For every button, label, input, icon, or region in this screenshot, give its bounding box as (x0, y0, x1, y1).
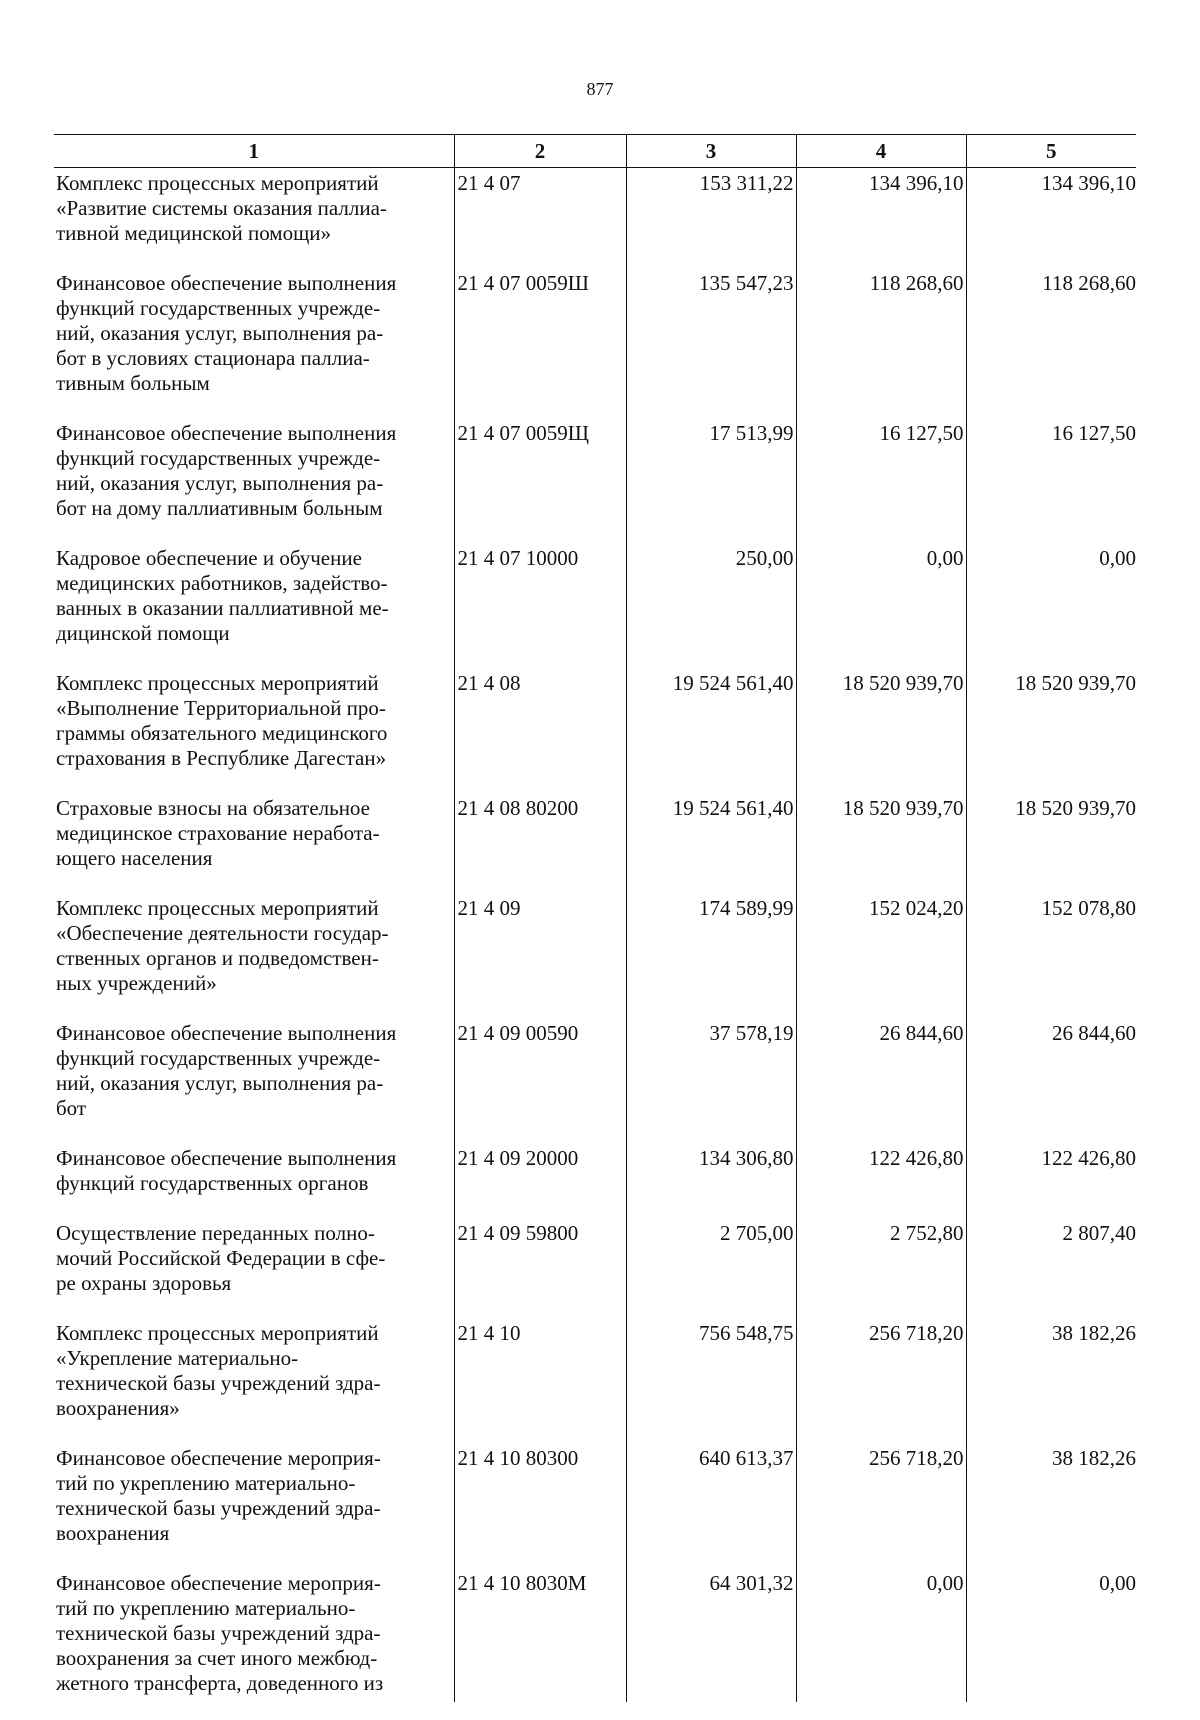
row-name-line: мочий Российской Федерации в сфе- (56, 1246, 386, 1270)
row-name-line: жетного трансферта, доведенного из (56, 1671, 384, 1695)
row-value-col3: 153 311,22 (626, 168, 796, 269)
row-value-col3: 17 513,99 (626, 418, 796, 543)
row-name-line: воохранения» (56, 1396, 180, 1420)
row-name-cell (54, 1568, 454, 1702)
row-name-cell (54, 543, 454, 668)
row-name-line: ющего населения (56, 846, 213, 870)
row-name-line: Финансовое обеспечение выполнения (56, 1146, 397, 1170)
row-code-cell: 21 4 08 (454, 668, 626, 793)
row-name-line: «Укрепление материально- (56, 1346, 299, 1370)
row-value-col4: 134 396,10 (796, 168, 966, 269)
row-code-cell: 21 4 07 0059Щ (454, 418, 626, 543)
row-name-line: Финансовое обеспечение мероприя- (56, 1446, 381, 1470)
row-name-cell (54, 1143, 454, 1218)
table-row (54, 793, 1136, 893)
row-name-cell (54, 1443, 454, 1568)
row-name-cell (54, 1318, 454, 1443)
row-name-line: ний, оказания услуг, выполнения ра- (56, 321, 384, 345)
row-code-cell: 21 4 10 (454, 1318, 626, 1443)
row-code-cell: 21 4 07 10000 (454, 543, 626, 668)
row-name-line: Комплекс процессных мероприятий (56, 671, 379, 695)
row-name-line: ственных органов и подведомствен- (56, 946, 379, 970)
table-header (54, 135, 1136, 168)
row-value-col4: 0,00 (796, 543, 966, 668)
row-value-col4: 256 718,20 (796, 1443, 966, 1568)
row-code-cell: 21 4 10 80300 (454, 1443, 626, 1568)
row-name-cell (54, 418, 454, 543)
row-value-col5: 38 182,26 (966, 1443, 1136, 1568)
row-name-line: Комплекс процессных мероприятий (56, 1321, 379, 1345)
row-value-col3: 250,00 (626, 543, 796, 668)
header-col-5: 5 (966, 135, 1136, 168)
row-name-line: ний, оказания услуг, выполнения ра- (56, 1071, 384, 1095)
row-value-col5: 18 520 939,70 (966, 793, 1136, 893)
row-code-cell: 21 4 08 80200 (454, 793, 626, 893)
row-name-line: Финансовое обеспечение выполнения (56, 421, 397, 445)
row-value-col5: 134 396,10 (966, 168, 1136, 269)
row-name-line: технической базы учреждений здра- (56, 1371, 381, 1395)
row-name-line: функций государственных учрежде- (56, 446, 381, 470)
table-row (54, 1443, 1136, 1568)
row-name-line: «Выполнение Территориальной про- (56, 696, 386, 720)
row-value-col3: 19 524 561,40 (626, 793, 796, 893)
row-value-col3: 134 306,80 (626, 1143, 796, 1218)
header-col-3: 3 (626, 135, 796, 168)
row-name-cell (54, 168, 454, 269)
table-row (54, 1568, 1136, 1702)
table-body (54, 168, 1136, 1703)
table-row (54, 1018, 1136, 1143)
row-value-col5: 152 078,80 (966, 893, 1136, 1018)
row-value-col4: 16 127,50 (796, 418, 966, 543)
row-name-line: Финансовое обеспечение мероприя- (56, 1571, 381, 1595)
table-row (54, 543, 1136, 668)
row-name-line: воохранения за счет иного межбюд- (56, 1646, 378, 1670)
row-code-cell: 21 4 09 (454, 893, 626, 1018)
row-name-line: страхования в Республике Дагестан» (56, 746, 387, 770)
row-name-line: тий по укреплению материально- (56, 1596, 356, 1620)
table-row (54, 893, 1136, 1018)
row-value-col5: 118 268,60 (966, 268, 1136, 418)
row-name-line: тивной медицинской помощи» (56, 221, 332, 245)
row-name-line: бот на дому паллиативным больным (56, 496, 383, 520)
row-name-line: Осуществление переданных полно- (56, 1221, 375, 1245)
table-row (54, 268, 1136, 418)
row-value-col5: 26 844,60 (966, 1018, 1136, 1143)
row-code-cell: 21 4 07 0059Ш (454, 268, 626, 418)
row-value-col3: 174 589,99 (626, 893, 796, 1018)
row-name-cell (54, 1018, 454, 1143)
row-value-col5: 18 520 939,70 (966, 668, 1136, 793)
header-col-1: 1 (54, 135, 454, 168)
row-value-col3: 756 548,75 (626, 1318, 796, 1443)
row-name-line: дицинской помощи (56, 621, 230, 645)
row-name-cell (54, 793, 454, 893)
header-col-4: 4 (796, 135, 966, 168)
table-row (54, 168, 1136, 269)
row-name-line: Страховые взносы на обязательное (56, 796, 371, 820)
row-name-cell (54, 668, 454, 793)
row-value-col5: 122 426,80 (966, 1143, 1136, 1218)
table-row (54, 418, 1136, 543)
row-name-line: воохранения (56, 1521, 170, 1545)
row-value-col5: 38 182,26 (966, 1318, 1136, 1443)
row-name-line: ний, оказания услуг, выполнения ра- (56, 471, 384, 495)
row-name-line: Финансовое обеспечение выполнения (56, 271, 397, 295)
row-name-line: Комплекс процессных мероприятий (56, 896, 379, 920)
row-name-line: граммы обязательного медицинского (56, 721, 388, 745)
table-row (54, 1143, 1136, 1218)
row-code-cell: 21 4 07 (454, 168, 626, 269)
row-code-cell: 21 4 10 8030М (454, 1568, 626, 1702)
row-name-line: медицинских работников, задейство- (56, 571, 388, 595)
row-name-line: тивным больным (56, 371, 210, 395)
row-name-line: ре охраны здоровья (56, 1271, 232, 1295)
row-value-col5: 0,00 (966, 543, 1136, 668)
row-value-col4: 152 024,20 (796, 893, 966, 1018)
row-value-col3: 640 613,37 (626, 1443, 796, 1568)
row-name-line: функций государственных органов (56, 1171, 369, 1195)
row-name-cell (54, 1218, 454, 1318)
row-name-line: технической базы учреждений здра- (56, 1621, 381, 1645)
budget-table (54, 134, 1136, 1702)
row-value-col4: 118 268,60 (796, 268, 966, 418)
row-name-line: бот в условиях стационара паллиа- (56, 346, 370, 370)
row-code-cell: 21 4 09 20000 (454, 1143, 626, 1218)
row-name-line: «Развитие системы оказания паллиа- (56, 196, 387, 220)
page-number: 877 (586, 79, 614, 99)
row-value-col5: 16 127,50 (966, 418, 1136, 543)
row-name-line: Кадровое обеспечение и обучение (56, 546, 362, 570)
header-row (54, 135, 1136, 168)
row-value-col5: 0,00 (966, 1568, 1136, 1702)
row-name-cell (54, 268, 454, 418)
row-name-line: Финансовое обеспечение выполнения (56, 1021, 397, 1045)
row-value-col4: 18 520 939,70 (796, 793, 966, 893)
row-value-col3: 37 578,19 (626, 1018, 796, 1143)
table-row (54, 668, 1136, 793)
row-name-line: тий по укреплению материально- (56, 1471, 356, 1495)
table-row (54, 1218, 1136, 1318)
row-value-col3: 135 547,23 (626, 268, 796, 418)
row-value-col4: 2 752,80 (796, 1218, 966, 1318)
row-value-col4: 0,00 (796, 1568, 966, 1702)
row-value-col5: 2 807,40 (966, 1218, 1136, 1318)
row-name-line: ванных в оказании паллиативной ме- (56, 596, 389, 620)
row-value-col3: 64 301,32 (626, 1568, 796, 1702)
row-code-cell: 21 4 09 59800 (454, 1218, 626, 1318)
row-name-line: бот (56, 1096, 87, 1120)
row-name-line: Комплекс процессных мероприятий (56, 171, 379, 195)
row-value-col4: 26 844,60 (796, 1018, 966, 1143)
row-name-line: технической базы учреждений здра- (56, 1496, 381, 1520)
row-name-line: «Обеспечение деятельности государ- (56, 921, 389, 945)
row-value-col4: 256 718,20 (796, 1318, 966, 1443)
row-value-col3: 2 705,00 (626, 1218, 796, 1318)
row-name-line: медицинское страхование неработа- (56, 821, 380, 845)
header-col-2: 2 (454, 135, 626, 168)
row-code-cell: 21 4 09 00590 (454, 1018, 626, 1143)
row-value-col4: 18 520 939,70 (796, 668, 966, 793)
row-value-col3: 19 524 561,40 (626, 668, 796, 793)
row-name-line: функций государственных учрежде- (56, 296, 381, 320)
row-name-line: ных учреждений» (56, 971, 217, 995)
row-name-line: функций государственных учрежде- (56, 1046, 381, 1070)
table-row (54, 1318, 1136, 1443)
row-value-col4: 122 426,80 (796, 1143, 966, 1218)
row-name-cell (54, 893, 454, 1018)
